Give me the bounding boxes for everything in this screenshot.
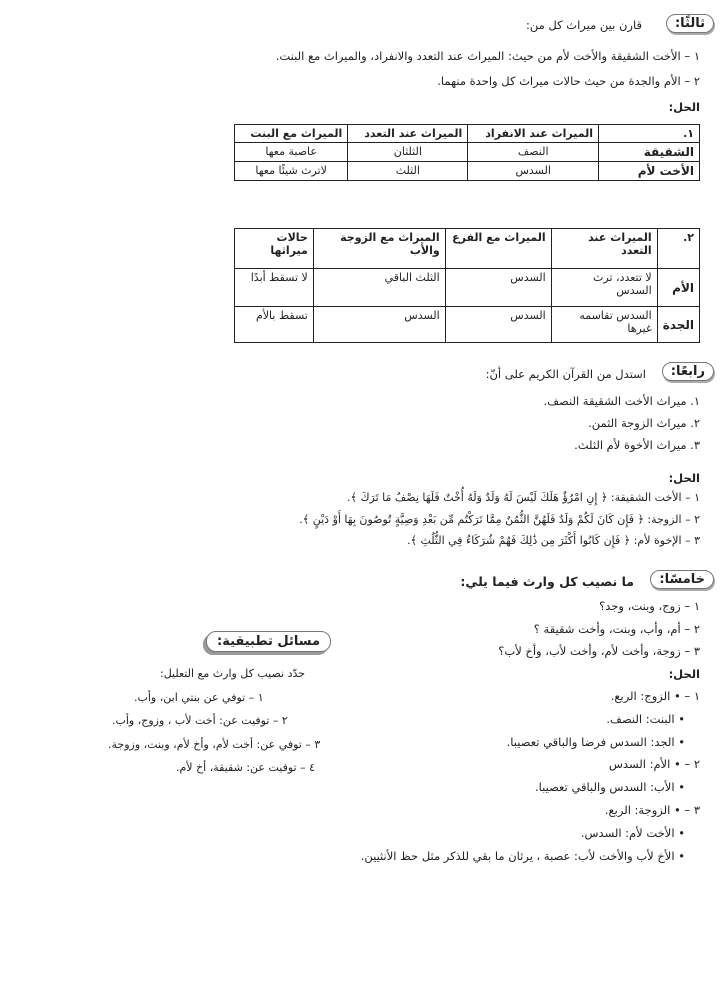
section-three-badge: ثالثًا: [666, 14, 714, 33]
table-row [235, 143, 700, 162]
quran-evidence: ١ – الأخت الشقيقة: ﴿ إِنِ امْرُؤٌ هَلَكَ لَيْسَ لَهُ وَلَدٌ وَلَهُ أُخْتٌ فَلَهَا نِصْفُ مَا تَرَكَ ﴾. [347, 491, 700, 504]
table-cell: لا تتعدد، ترث السدس [551, 269, 657, 307]
list-item: ٣. ميراث الأخوة لأم الثلث. [574, 438, 700, 452]
quran-evidence: ٢ – الزوجة: ﴿ فَإِن كَانَ لَكُمْ وَلَدٌ فَلَهُنَّ الثُّمُنُ مِمَّا تَرَكْتُم مِّن بَعْدِ وَصِيَّةٍ تُوصُونَ بِهَا أَوْ دَيْنٍ ﴾. [299, 513, 700, 526]
practice-item: ٤ – توفيت عن: شقيقة، أخ لأم. [176, 761, 316, 774]
answer-line: • الأب: السدس والباقي تعصيبا. [534, 780, 685, 794]
table-cell: الثلثان [348, 143, 468, 162]
practice-item: ٣ – توفي عن: أخت لأم، وأخ لأم، وبنت، وزوجة. [108, 738, 321, 751]
comparison-table-2 [234, 228, 700, 343]
table-cell: السدس [445, 269, 551, 307]
answer-line: • الجد: السدس فرضا والباقي تعصيبا. [506, 735, 685, 749]
list-item: ٢. ميراث الزوجة الثمن. [588, 416, 700, 430]
table-row [235, 307, 700, 343]
answer-line: • الأخت لأم: السدس. [580, 826, 685, 840]
row-label: الأم [657, 269, 699, 307]
section-three-prompt: قارن بين ميراث كل من: [525, 18, 642, 32]
section-four-prompt: استدل من القرآن الكريم على أنّ: [485, 367, 646, 381]
practice-problems-title: مسائل تطبيقية: [206, 631, 331, 652]
answer-line: ٣ – • الزوجة: الربع. [604, 803, 700, 817]
solution-label: الحل: [668, 667, 700, 681]
table-cell: عاصبة معها [235, 143, 348, 162]
section-five-prompt: ما نصيب كل وارث فيما يلي: [460, 574, 634, 589]
list-item: ١. ميراث الأخت الشقيقة النصف. [543, 394, 700, 408]
solution-label: الحل: [668, 100, 700, 114]
table-cell: النصف [468, 143, 599, 162]
practice-item: ١ – توفي عن بنتي ابن، وأب. [134, 691, 264, 704]
table-header: حالات ميراثها [235, 229, 314, 269]
answer-line: • الأخ لأب والأخت لأب: عصبة ، يرثان ما بقي للذكر مثل حظ الأنثيين. [360, 849, 685, 863]
table-cell: الثلث [348, 162, 468, 181]
table-header: الميراث عند التعدد [348, 125, 468, 143]
question-text: ١ – زوج، وبنت، وجد؟ [599, 599, 700, 613]
table-row [235, 269, 700, 307]
table-cell: تسقط بالأم [235, 307, 314, 343]
question-text: ٢ – الأم والجدة من حيث حالات ميراث كل واحدة منهما. [437, 74, 700, 88]
answer-line: ١ – • الزوج: الربع. [610, 689, 700, 703]
answer-line: ٢ – • الأم: السدس [608, 757, 700, 771]
table-row [235, 162, 700, 181]
table-header: الميراث عند الانفراد [468, 125, 599, 143]
table-header: الميراث مع الزوجة والأب [313, 229, 445, 269]
table-number: ١. [599, 125, 700, 143]
practice-intro: حدّد نصيب كل وارث مع التعليل: [160, 667, 306, 680]
table-header: الميراث مع الفرع [445, 229, 551, 269]
table-header: الميراث عند التعدد [551, 229, 657, 269]
table-cell: السدس [313, 307, 445, 343]
table-number: ٢. [657, 229, 699, 269]
quran-evidence: ٣ – الإخوة لأم: ﴿ فَإِن كَانُوا أَكْثَرَ مِن ذَٰلِكَ فَهُمْ شُرَكَاءُ فِي الثُّلُثِ ﴾. [407, 534, 700, 547]
table-cell: لا تسقط أبدًا [235, 269, 314, 307]
row-label: الجدة [657, 307, 699, 343]
section-five-badge: خامسًا: [650, 570, 714, 589]
question-text: ١ – الأخت الشقيقة والأخت لأم من حيث: الميراث عند التعدد والانفراد، والميراث مع البنت. [275, 49, 700, 63]
table-cell: الثلث الباقي [313, 269, 445, 307]
question-text: ٣ – زوجة، وأخت لأم، وأخت لأب، وأخ لأب؟ [498, 644, 700, 658]
row-label: الأخت لأم [599, 162, 700, 181]
answer-line: • البنت: النصف. [606, 712, 685, 726]
row-label: الشقيقة [599, 143, 700, 162]
table-cell: لاترث شيئًا معها [235, 162, 348, 181]
solution-label: الحل: [668, 471, 700, 485]
section-four-badge: رابعًا: [662, 362, 714, 381]
question-text: ٢ – أم، وأب، وبنت، وأخت شقيقة ؟ [533, 622, 700, 636]
practice-item: ٢ – توفيت عن: أخت لأب ، وزوج، وأب. [112, 714, 288, 727]
table-header: الميراث مع البنت [235, 125, 348, 143]
comparison-table-1 [234, 124, 700, 181]
table-cell: السدس [468, 162, 599, 181]
table-cell: السدس [445, 307, 551, 343]
table-cell: السدس تقاسمه غيرها [551, 307, 657, 343]
